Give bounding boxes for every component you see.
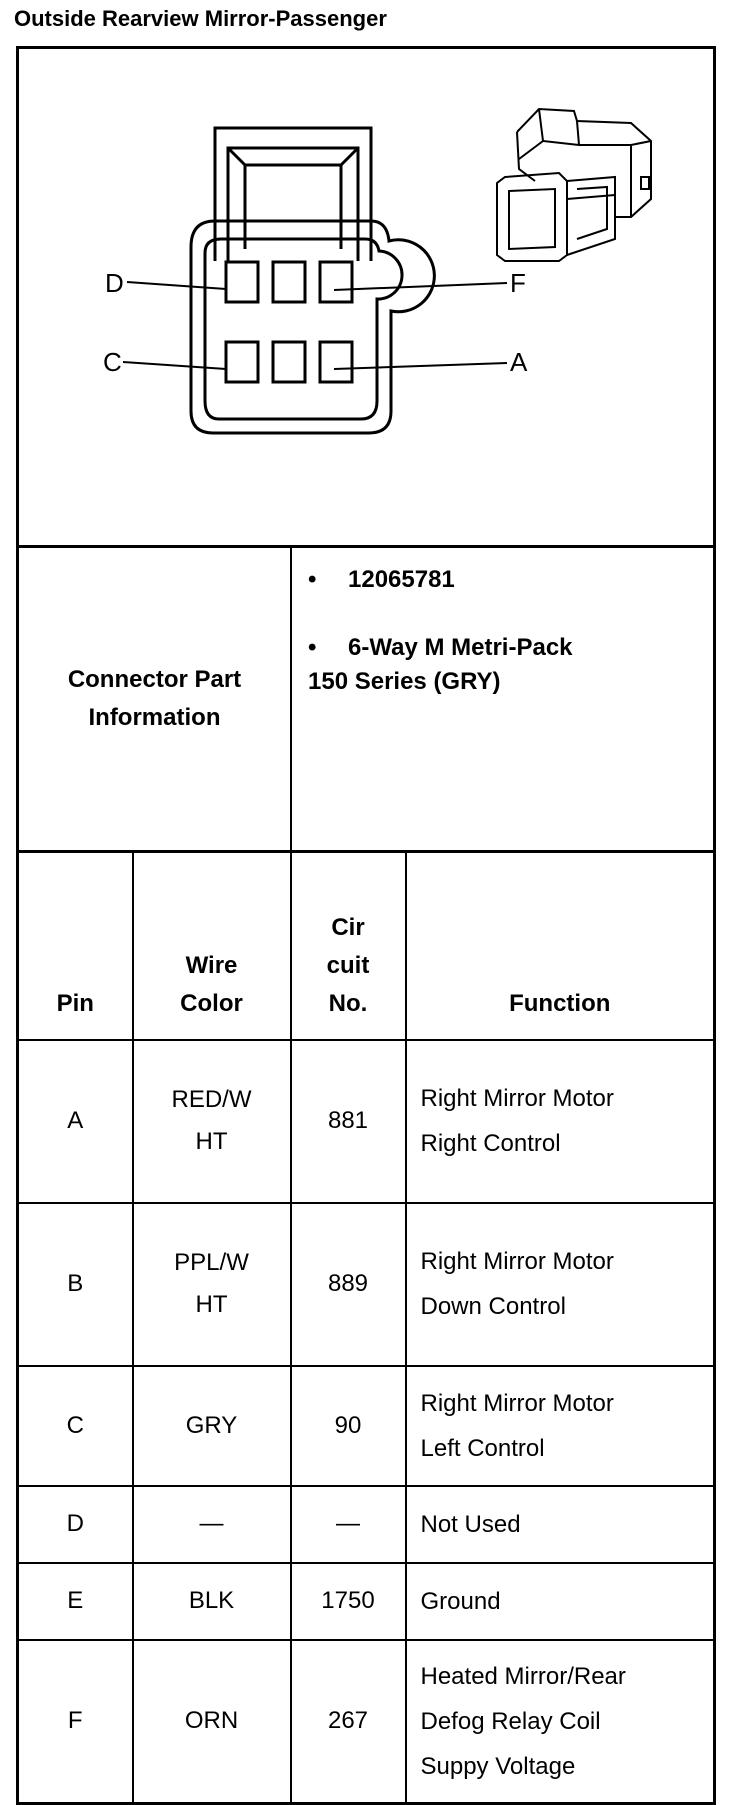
cell-circuit: 90 [291,1366,406,1486]
cell-function: Ground [406,1563,715,1640]
list-item [308,634,713,662]
cell-wire-color: ORN [133,1640,291,1804]
cell-pin: F [18,1640,133,1804]
cell-circuit: 267 [291,1640,406,1804]
bullet-icon: • [308,634,317,661]
table-row [18,1486,715,1563]
cell-wire-color: BLK [133,1563,291,1640]
cell-wire-color: PPL/W HT [133,1203,291,1366]
table-header-row [18,852,715,1040]
table-row [18,1640,715,1804]
pin-label-a: A [510,347,528,377]
cell-wire-color: — [133,1486,291,1563]
cell-function: Right Mirror Motor Left Control [406,1366,715,1486]
connector-info-row [16,545,716,850]
pin-label-d: D [105,268,124,298]
header-circuit-no: Cir cuit No. [291,852,406,1040]
pin-table [16,850,716,1805]
cell-wire-color: RED/W HT [133,1040,291,1203]
header-function: Function [406,852,715,1040]
cavity-c [226,342,258,382]
cell-pin: D [18,1486,133,1563]
leader-a [334,363,507,369]
page-title: Outside Rearview Mirror-Passenger [14,6,387,31]
cell-circuit: 1750 [291,1563,406,1640]
connector-description-line1: 6-Way M Metri-Pack [348,634,573,661]
cell-circuit: 889 [291,1203,406,1366]
cell-function: Right Mirror Motor Down Control [406,1203,715,1366]
cell-pin: A [18,1040,133,1203]
cell-pin: B [18,1203,133,1366]
cavity-a [320,342,352,382]
leader-f [334,283,507,290]
cavity-b [273,342,305,382]
leader-c [123,362,226,369]
header-wire-color: Wire Color [133,852,291,1040]
table-row [18,1203,715,1366]
table-row [18,1563,715,1640]
header-pin: Pin [18,852,133,1040]
connector-face-drawing [19,49,719,549]
table-row [18,1366,715,1486]
cell-circuit: 881 [291,1040,406,1203]
connector-info-label [19,548,292,850]
cell-function: Not Used [406,1486,715,1563]
cell-function: Right Mirror Motor Right Control [406,1040,715,1203]
table-row [18,1040,715,1203]
bullet-icon: • [308,566,317,593]
connector-description-line2: 150 Series (GRY) [308,668,501,695]
cell-pin: E [18,1563,133,1640]
cell-pin: C [18,1366,133,1486]
connector-label-line2: Information [88,704,221,731]
connector-diagram [16,46,716,545]
pin-label-c: C [103,347,122,377]
cell-wire-color: GRY [133,1366,291,1486]
connector-label-line1: Connector Part [67,666,242,693]
list-item [308,566,713,594]
cavity-e [273,262,305,302]
connector-isometric-icon [497,109,651,261]
connector-info-content [292,548,713,850]
pin-label-f: F [510,268,526,298]
part-number: 12065781 [348,566,455,593]
cavity-f [320,262,352,302]
cavity-d [226,262,258,302]
cell-function: Heated Mirror/Rear Defog Relay Coil Suppy Voltage [406,1640,715,1804]
cell-circuit: — [291,1486,406,1563]
leader-d [127,282,226,289]
